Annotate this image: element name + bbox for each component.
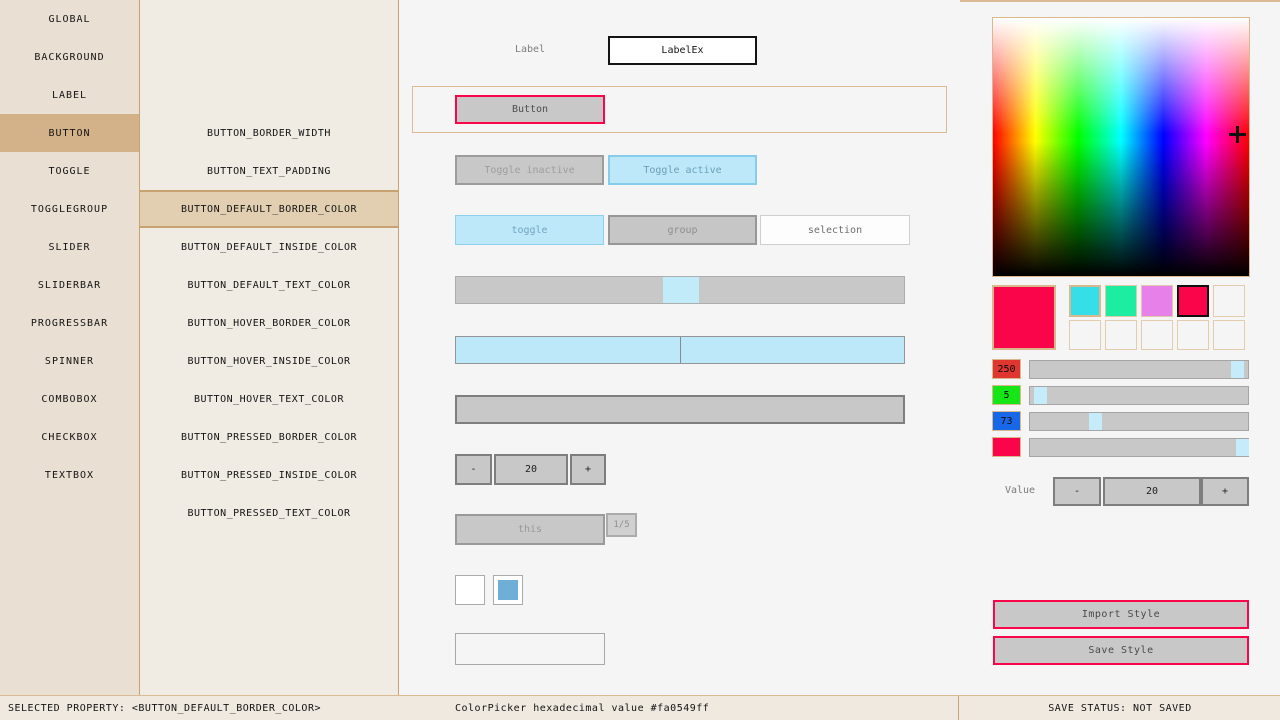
label-preview: Label xyxy=(514,44,546,55)
sidebar-item-sliderbar[interactable]: SLIDERBAR xyxy=(37,279,102,291)
toggle-inactive-preview[interactable]: Toggle inactive xyxy=(455,155,604,185)
color-swatch-8[interactable] xyxy=(1177,320,1209,350)
status-hex-value: ColorPicker hexadecimal value #fa0549ff xyxy=(455,702,710,714)
property-item-button_border_width[interactable]: BUTTON_BORDER_WIDTH xyxy=(207,127,331,139)
sliderbar-preview[interactable] xyxy=(455,336,905,364)
rgba-sliders xyxy=(992,359,1249,463)
sidebar-item-combobox[interactable]: COMBOBOX xyxy=(41,393,98,405)
value-spinner-minus-button[interactable]: - xyxy=(1053,477,1101,506)
sidebar-item-spinner[interactable]: SPINNER xyxy=(44,355,95,367)
sidebar-item-togglegroup[interactable]: TOGGLEGROUP xyxy=(30,203,109,215)
sidebar-item-background[interactable]: BACKGROUND xyxy=(34,51,105,63)
blue-value-box[interactable]: 73 xyxy=(992,411,1021,431)
checkbox-unchecked[interactable] xyxy=(455,575,485,605)
slider-handle[interactable] xyxy=(663,277,699,303)
value-spinner-plus-button[interactable]: + xyxy=(1201,477,1249,506)
sidebar-item-label[interactable]: LABEL xyxy=(51,89,88,101)
combobox-counter[interactable]: 1/5 xyxy=(606,513,637,537)
red-slider-row xyxy=(992,359,1249,379)
swatch-grid xyxy=(1069,285,1245,350)
red-slider-handle[interactable] xyxy=(1231,361,1244,378)
alpha-slider-track[interactable] xyxy=(1029,438,1249,457)
textbox-preview[interactable] xyxy=(455,633,605,665)
checkbox-check-mark xyxy=(498,580,518,600)
save-style-button[interactable]: Save Style xyxy=(993,636,1249,665)
togglegroup-item-selection[interactable]: selection xyxy=(760,215,910,245)
value-spinner-value[interactable]: 20 xyxy=(1103,477,1201,506)
status-bar-divider xyxy=(958,696,959,720)
property-item-button_text_padding[interactable]: BUTTON_TEXT_PADDING xyxy=(207,165,331,177)
alpha-slider-handle[interactable] xyxy=(1236,439,1249,456)
property-item-button_default_border_color[interactable]: BUTTON_DEFAULT_BORDER_COLOR xyxy=(140,190,398,228)
alpha-value-box[interactable] xyxy=(992,437,1021,457)
spinner-plus-button[interactable]: + xyxy=(570,454,606,485)
blue-slider-handle[interactable] xyxy=(1089,413,1102,430)
property-item-button_hover_border_color[interactable]: BUTTON_HOVER_BORDER_COLOR xyxy=(187,317,351,329)
color-swatch-1[interactable] xyxy=(1105,285,1137,317)
spinner-minus-button[interactable]: - xyxy=(455,454,492,485)
green-slider-row xyxy=(992,385,1249,405)
properties-list xyxy=(140,0,399,695)
blue-slider-track[interactable] xyxy=(1029,412,1249,431)
red-slider-track[interactable] xyxy=(1029,360,1249,379)
color-swatch-7[interactable] xyxy=(1141,320,1173,350)
color-swatch-5[interactable] xyxy=(1069,320,1101,350)
status-selected-property: SELECTED PROPERTY: <BUTTON_DEFAULT_BORDER_COLOR> xyxy=(8,702,321,714)
color-swatch-6[interactable] xyxy=(1105,320,1137,350)
green-slider-track[interactable] xyxy=(1029,386,1249,405)
labelex-textbox[interactable]: LabelEx xyxy=(608,36,757,65)
property-item-button_pressed_border_color[interactable]: BUTTON_PRESSED_BORDER_COLOR xyxy=(180,431,358,443)
color-swatch-2[interactable] xyxy=(1141,285,1173,317)
slider-preview[interactable] xyxy=(455,276,905,304)
toggle-active-preview[interactable]: Toggle active xyxy=(608,155,757,185)
sidebar-item-toggle[interactable]: TOGGLE xyxy=(48,165,91,177)
button-preview[interactable]: Button xyxy=(455,95,605,124)
value-label: Value xyxy=(1004,485,1036,496)
property-item-button_default_text_color[interactable]: BUTTON_DEFAULT_TEXT_COLOR xyxy=(187,279,351,291)
sidebar-item-progressbar[interactable]: PROGRESSBAR xyxy=(30,317,109,329)
red-value-box[interactable]: 250 xyxy=(992,359,1021,379)
color-swatch-4[interactable] xyxy=(1213,285,1245,317)
checkbox-checked[interactable] xyxy=(493,575,523,605)
property-item-button_pressed_inside_color[interactable]: BUTTON_PRESSED_INSIDE_COLOR xyxy=(180,469,358,481)
sidebar-item-checkbox[interactable]: CHECKBOX xyxy=(41,431,98,443)
property-item-button_pressed_text_color[interactable]: BUTTON_PRESSED_TEXT_COLOR xyxy=(187,507,351,519)
sidebar-item-global[interactable]: GLOBAL xyxy=(48,13,91,25)
sliderbar-value-mark xyxy=(680,337,681,363)
combobox-preview[interactable]: this xyxy=(455,514,605,545)
sidebar-item-button[interactable]: BUTTON xyxy=(0,114,139,152)
progressbar-preview xyxy=(455,395,905,424)
property-item-button_hover_inside_color[interactable]: BUTTON_HOVER_INSIDE_COLOR xyxy=(187,355,351,367)
current-color-swatch xyxy=(992,285,1056,350)
status-save-state: SAVE STATUS: NOT SAVED xyxy=(1048,702,1192,714)
togglegroup-item-group[interactable]: group xyxy=(608,215,757,245)
green-value-box[interactable]: 5 xyxy=(992,385,1021,405)
right-panel-top-border xyxy=(960,0,1280,2)
blue-slider-row xyxy=(992,411,1249,431)
togglegroup-item-toggle[interactable]: toggle xyxy=(455,215,604,245)
color-swatch-9[interactable] xyxy=(1213,320,1245,350)
color-swatch-0[interactable] xyxy=(1069,285,1101,317)
spinner-value[interactable]: 20 xyxy=(494,454,568,485)
color-picker-cursor-icon[interactable] xyxy=(1236,126,1239,143)
status-bar xyxy=(0,695,1280,720)
property-item-button_default_inside_color[interactable]: BUTTON_DEFAULT_INSIDE_COLOR xyxy=(180,241,358,253)
color-picker[interactable] xyxy=(992,17,1250,277)
import-style-button[interactable]: Import Style xyxy=(993,600,1249,629)
sidebar-item-slider[interactable]: SLIDER xyxy=(48,241,91,253)
controls-sidebar xyxy=(0,0,140,695)
sidebar-item-textbox[interactable]: TEXTBOX xyxy=(44,469,95,481)
property-item-button_hover_text_color[interactable]: BUTTON_HOVER_TEXT_COLOR xyxy=(194,393,344,405)
green-slider-handle[interactable] xyxy=(1034,387,1047,404)
color-swatch-3[interactable] xyxy=(1177,285,1209,317)
alpha-slider-row xyxy=(992,437,1249,457)
